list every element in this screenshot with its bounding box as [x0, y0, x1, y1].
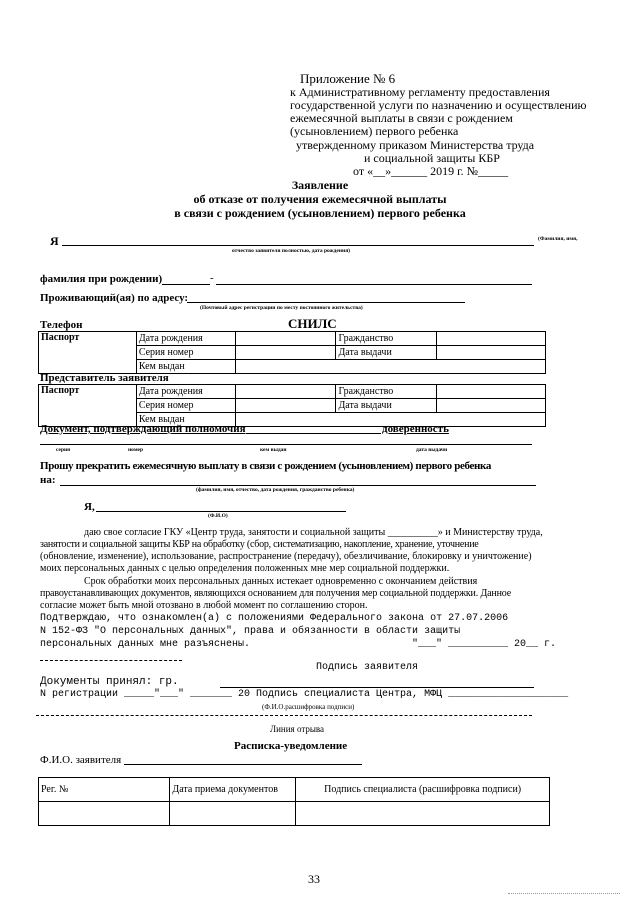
birth-surname-line-a[interactable]	[162, 284, 210, 285]
receipt-header-signature: Подпись специалиста (расшифровка подписи)	[296, 778, 550, 802]
docs-accepted-line[interactable]	[220, 687, 534, 688]
confirmation-line-2: N 152-ФЗ "О персональных данных", права и обязанности в области защиты	[40, 626, 461, 637]
authority-doc-details-line[interactable]	[40, 444, 532, 445]
receipt-header-reg: Рег. №	[39, 778, 170, 802]
regulation-line-1: к Административному регламенту предоставления	[290, 85, 550, 99]
representative-passport-table	[38, 384, 546, 427]
tear-line-label: Линия отрыва	[270, 724, 325, 734]
appendix-title: Приложение № 6	[300, 71, 396, 86]
address-hint: (Почтовый адрес регистрации по месту постоянного жительства)	[200, 305, 363, 311]
child-info-line[interactable]	[60, 485, 536, 486]
issue-date-label: Дата выдачи	[336, 346, 437, 360]
passport-label: Паспорт	[39, 332, 137, 374]
address-label: Проживающий(ая) по адресу:	[40, 292, 189, 304]
receipt-fio-line[interactable]	[124, 764, 362, 765]
rep-issue-date-cell[interactable]	[437, 399, 546, 413]
child-info-hint: (фамилия, имя, отчество, дата рождения, гражданство ребенка)	[196, 487, 355, 493]
receipt-date-cell[interactable]	[170, 802, 296, 826]
regulation-line-4: (усыновлением) первого ребенка	[290, 124, 459, 138]
date-line: от «__»______ 2019 г. №_____	[353, 164, 509, 178]
receipt-signature-cell[interactable]	[296, 802, 550, 826]
doc-hint-issue-date: дата выдачи	[416, 447, 448, 453]
phone-label: Телефон	[40, 319, 83, 331]
consent-fio-hint: (Ф.И.О)	[208, 513, 228, 519]
consent-fio-line[interactable]	[96, 511, 346, 512]
consent-paragraph-1c: (обновление, изменение), использование, распространение (передачу), обезличивание, блокировку и уничтожение)	[40, 551, 532, 562]
rep-issued-by-label: Кем выдан	[136, 413, 235, 427]
issue-date-cell[interactable]	[437, 346, 546, 360]
request-line: Прошу прекратить ежемесячную выплату в связи с рождением (усыновлением) первого ребенка	[40, 460, 491, 472]
signature-blank-line[interactable]	[40, 660, 182, 661]
ministry-line: и социальной защиты КБР	[364, 151, 500, 165]
citizenship-cell[interactable]	[437, 332, 546, 346]
receipt-reg-cell[interactable]	[39, 802, 170, 826]
consent-paragraph-1b: занятости и социальной защиты КБР на обработку (сбор, систематизацию, накопление, хранение, уточнение	[40, 539, 479, 550]
consent-paragraph-2a: Срок обработки моих персональных данных истекает одновременно с окончанием действия	[84, 576, 478, 587]
acceptance-fio-hint: (Ф.И.О.расшифровка подписи)	[262, 703, 355, 711]
rep-citizenship-cell[interactable]	[437, 385, 546, 399]
form-subtitle-2: в связи с рождением (усыновлением) первого ребенка	[174, 206, 466, 220]
name-hint-below: отчество заявителя полностью, дата рождения)	[232, 248, 351, 254]
birth-surname-label: фамилия при рождении)	[40, 273, 163, 285]
docs-accepted-label: Документы принял: гр.	[40, 676, 179, 688]
power-of-attorney: доверенность	[382, 423, 449, 435]
birth-date-cell[interactable]	[235, 332, 336, 346]
receipt-title: Расписка-уведомление	[234, 740, 348, 752]
confirmation-line-1: Подтверждаю, что ознакомлен(а) с положениями Федерального закона от 27.07.2006	[40, 613, 509, 624]
consent-ya-label: Я,	[84, 501, 95, 513]
rep-issue-date-label: Дата выдачи	[336, 399, 437, 413]
page-number: 33	[308, 872, 320, 886]
rep-passport-label: Паспорт	[39, 385, 137, 427]
tear-line	[36, 715, 532, 716]
ya-label: Я	[50, 234, 59, 248]
rep-series-number-label: Серия номер	[136, 399, 235, 413]
regulation-line-3: ежемесячной выплаты в связи с рождением	[290, 111, 513, 125]
citizenship-label: Гражданство	[336, 332, 437, 346]
consent-paragraph-2c: согласие может быть мной отозвано в любой момент по соглашению сторон.	[40, 600, 368, 611]
receipt-fio-label: Ф.И.О. заявителя	[40, 754, 122, 766]
doc-hint-issued-by: кем выдан	[260, 447, 287, 453]
applicant-name-line[interactable]	[62, 245, 534, 246]
birth-date-label: Дата рождения	[136, 332, 235, 346]
receipt-table	[38, 777, 550, 826]
confirmation-date: "___" __________ 20__ г.	[412, 639, 557, 650]
issued-by-label: Кем выдан	[136, 360, 235, 374]
rep-birth-date-cell[interactable]	[235, 385, 336, 399]
consent-paragraph-1d: моих персональных данных с целью определения положенных мне мер социальной поддержки.	[40, 563, 450, 574]
authority-doc-label: Документ, подтверждающий полномочия	[40, 423, 246, 435]
approved-line: утвержденному приказом Министерства труда	[296, 138, 535, 152]
registration-line: N регистрации _____"___" _______ 20 Подпись специалиста Центра, МФЦ ____________________	[40, 689, 569, 700]
rep-series-number-cell[interactable]	[235, 399, 336, 413]
confirmation-line-3: персональных данных мне разъяснены.	[40, 639, 251, 650]
consent-paragraph-2b: правоустанавливающих документов, являющихся основанием для получения мер социальной поддержки. Данное	[40, 588, 512, 599]
form-subtitle-1: об отказе от получения ежемесячной выплаты	[193, 192, 447, 206]
snils-label: СНИЛС	[288, 316, 337, 331]
doc-hint-series: серия	[56, 447, 71, 453]
birth-surname-line-b[interactable]	[216, 284, 532, 285]
footer-dashes	[508, 893, 620, 894]
consent-paragraph-1a: даю свое согласие ГКУ «Центр труда, занятости и социальной защиты __________» и Министерству труда,	[84, 527, 543, 538]
regulation-line-2: государственной услуги по назначению и осуществлению	[290, 98, 587, 112]
rep-birth-date-label: Дата рождения	[136, 385, 235, 399]
series-number-cell[interactable]	[235, 346, 336, 360]
rep-citizenship-label: Гражданство	[336, 385, 437, 399]
receipt-header-date: Дата приема документов	[170, 778, 296, 802]
representative-heading: Представитель заявителя	[40, 372, 169, 384]
applicant-passport-table	[38, 331, 546, 374]
form-title: Заявление	[291, 178, 349, 192]
series-number-label: Серия номер	[136, 346, 235, 360]
issued-by-cell[interactable]	[235, 360, 545, 374]
doc-hint-number: номер	[128, 447, 144, 453]
request-na-label: на:	[40, 474, 56, 486]
name-hint-right: (Фамилия, имя,	[538, 236, 578, 242]
address-line[interactable]	[187, 302, 465, 303]
signature-label: Подпись заявителя	[316, 662, 419, 673]
birth-surname-dash: -	[210, 272, 214, 284]
authority-doc-line[interactable]	[246, 433, 381, 434]
